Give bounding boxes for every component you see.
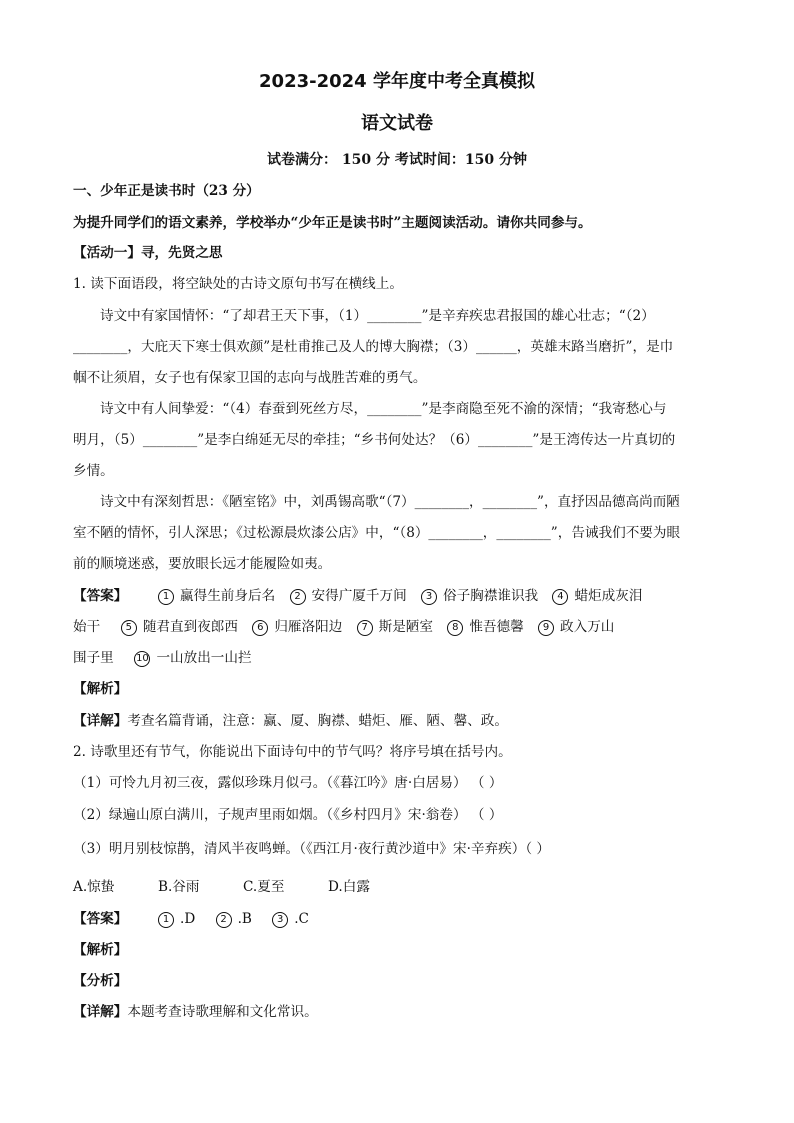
answer-item bbox=[272, 909, 309, 929]
activity-tag: 【活动一】 bbox=[73, 245, 141, 261]
activity-title: 寻，先贤之思 bbox=[140, 245, 223, 261]
option-c: C.夏至 bbox=[243, 879, 285, 895]
fenxi-tag: 【分析】 bbox=[73, 973, 128, 989]
answer-text: 斯是陋室 bbox=[378, 619, 433, 635]
detail-text: 本题考查诗歌理解和文化常识。 bbox=[127, 1004, 318, 1020]
q1-prompt: 1. 读下面语段，将空缺处的古诗文原句书写在横线上。 bbox=[73, 276, 403, 292]
answer-item bbox=[158, 909, 195, 929]
q1-p1-line1: 诗文中有家国情怀：“了却君王天下事，（1）________”是辛弃疾忠君报国的雄心壮志；“（2） bbox=[100, 308, 655, 324]
answer-text: 政入万山 bbox=[560, 619, 615, 635]
answer-text: 归雁洛阳边 bbox=[274, 619, 343, 635]
activity-heading bbox=[73, 243, 223, 263]
answer-item bbox=[421, 586, 538, 606]
detail-tag: 【详解】 bbox=[73, 1004, 128, 1020]
number-badge: 10 bbox=[134, 651, 150, 667]
answer-text: 随君直到夜郎西 bbox=[142, 619, 238, 635]
answer-item bbox=[134, 648, 251, 668]
q1-detail bbox=[73, 711, 508, 731]
q1-p1-line3: 帼不让须眉，女子也有保家卫国的志向与战胜苦难的勇气。 bbox=[73, 370, 427, 386]
answer-text: 惟吾德馨 bbox=[469, 619, 524, 635]
answer-continuation: 围子里 bbox=[73, 650, 114, 666]
answer-item bbox=[357, 617, 433, 637]
number-badge: 3 bbox=[421, 589, 437, 605]
q2-item-2: （2）绿遍山原白满川，子规声里雨如烟。（《乡村四月》宋·翁卷） （ ） bbox=[73, 807, 503, 823]
answer-text: .B bbox=[237, 911, 252, 927]
answer-tag: 【答案】 bbox=[73, 588, 128, 604]
answer-text: 赢得生前身后名 bbox=[180, 588, 276, 604]
exam-info: 试卷满分： 150 分 考试时间：150 分钟 bbox=[267, 152, 527, 168]
answer-text: .D bbox=[180, 911, 196, 927]
analysis-tag: 【解析】 bbox=[73, 942, 128, 958]
q1-p2-line1: 诗文中有人间挚爱：“（4）春蚕到死丝方尽，________”是李商隐至死不渝的深情；“我寄愁心与 bbox=[100, 401, 667, 417]
answer-text: .C bbox=[294, 911, 309, 927]
option-d: D.白露 bbox=[328, 879, 370, 895]
answer-continuation: 始干 bbox=[73, 619, 101, 635]
q1-answers-line1 bbox=[73, 586, 652, 606]
answer-item bbox=[538, 617, 614, 637]
analysis-tag: 【解析】 bbox=[73, 681, 128, 697]
exam-subject: 语文试卷 bbox=[361, 113, 433, 134]
q2-item-3: （3）明月别枝惊鹊，清风半夜鸣蝉。（《西江月·夜行黄沙道中》宋·辛弃疾）（ ） bbox=[73, 841, 550, 857]
option-a: A.惊蛰 bbox=[73, 879, 115, 895]
number-badge: 1 bbox=[158, 589, 174, 605]
number-badge: 2 bbox=[290, 589, 306, 605]
answer-text: 安得广厦千万间 bbox=[311, 588, 407, 604]
q1-p3-line3: 前的顺境迷惑，要放眼长远才能履险如夷。 bbox=[73, 556, 332, 572]
answer-item bbox=[121, 617, 238, 637]
answer-item bbox=[252, 617, 342, 637]
q2-detail bbox=[73, 1002, 318, 1022]
answer-tag: 【答案】 bbox=[73, 911, 128, 927]
answer-text: 一山放出一山拦 bbox=[156, 650, 252, 666]
answer-text: 蜡炬成灰泪 bbox=[574, 588, 643, 604]
answer-text: 俗子胸襟谁识我 bbox=[443, 588, 539, 604]
number-badge: 2 bbox=[216, 912, 232, 928]
answer-item bbox=[290, 586, 407, 606]
q1-answers-line2 bbox=[73, 617, 624, 637]
number-badge: 6 bbox=[252, 620, 268, 636]
section-intro: 为提升同学们的语文素养，学校举办“少年正是读书时”主题阅读活动。请你共同参与。 bbox=[73, 215, 592, 231]
q1-p3-line2: 室不陋的情怀，引人深思；《过松源晨炊漆公店》中，“（8）________，________”，告诫我们不要为眼 bbox=[73, 525, 681, 541]
exam-title: 2023-2024 学年度中考全真模拟 bbox=[259, 71, 535, 92]
q2-answers bbox=[73, 909, 319, 929]
answer-item bbox=[216, 909, 252, 929]
number-badge: 8 bbox=[447, 620, 463, 636]
section-heading: 一、少年正是读书时（23 分） bbox=[73, 183, 260, 199]
answer-item bbox=[447, 617, 523, 637]
q1-p3-line1: 诗文中有深刻哲思：《陋室铭》中，刘禹锡高歌“（7）________，________”，直抒因品德高尚而陋 bbox=[100, 494, 680, 510]
number-badge: 4 bbox=[552, 589, 568, 605]
answer-item bbox=[158, 586, 275, 606]
number-badge: 5 bbox=[121, 620, 137, 636]
q2-item-1: （1）可怜九月初三夜，露似珍珠月似弓。（《暮江吟》唐·白居易） （ ） bbox=[73, 775, 503, 791]
detail-tag: 【详解】 bbox=[73, 713, 128, 729]
number-badge: 3 bbox=[272, 912, 288, 928]
q2-prompt: 2. 诗歌里还有节气，你能说出下面诗句中的节气吗？将序号填在括号内。 bbox=[73, 744, 512, 760]
q1-p2-line3: 乡情。 bbox=[73, 463, 114, 479]
number-badge: 7 bbox=[357, 620, 373, 636]
q1-p1-line2: ________，大庇天下寒士俱欢颜”是杜甫推己及人的博大胸襟；（3）______，英雄末路当磨折”，是巾 bbox=[73, 339, 674, 355]
option-b: B.谷雨 bbox=[158, 879, 200, 895]
q1-answers-line3 bbox=[73, 648, 262, 668]
q2-options bbox=[73, 877, 413, 897]
number-badge: 9 bbox=[538, 620, 554, 636]
q1-p2-line2: 明月，（5）________”是李白绵延无尽的牵挂；“乡书何处达？（6）________”是王湾传达一片真切的 bbox=[73, 432, 676, 448]
detail-text: 考查名篇背诵，注意：赢、厦、胸襟、蜡炬、雁、陋、馨、政。 bbox=[127, 713, 508, 729]
number-badge: 1 bbox=[158, 912, 174, 928]
answer-item bbox=[552, 586, 642, 606]
